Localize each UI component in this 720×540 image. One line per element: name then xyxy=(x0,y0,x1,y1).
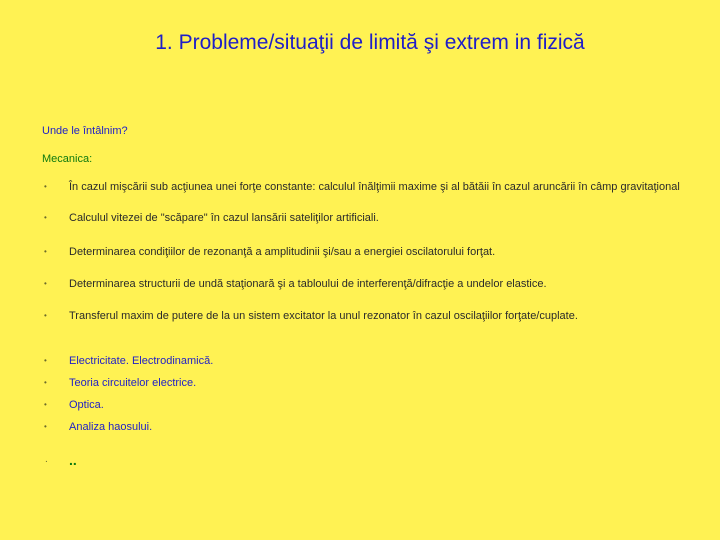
list-item: Calculul vitezei de "scăpare" în cazul lansării sateliţilor artificiali. xyxy=(69,212,379,224)
slide-title: 1. Probleme/situaţii de limită şi extrem in fizică xyxy=(155,31,585,54)
list-item: Electricitate. Electrodinamică. xyxy=(69,355,214,367)
list-item: Optica. xyxy=(69,399,104,411)
intro-question: Unde le întâlnim? xyxy=(42,125,128,137)
bullet-marker: • xyxy=(44,378,47,387)
list-item: În cazul mişcării sub acţiunea unei forţe constante: calculul înălţimii maxime şi al bătăii în cazul aruncării în câmp gravitaţional xyxy=(69,181,680,193)
bullet-marker: • xyxy=(44,356,47,365)
list-item: Determinarea condiţiilor de rezonanţă a amplitudinii şi/sau a energiei oscilatorului forţat. xyxy=(69,246,496,258)
bullet-marker: • xyxy=(44,279,47,288)
bullet-marker: • xyxy=(44,400,47,409)
list-item: Analiza haosului. xyxy=(69,421,153,433)
bullet-marker: • xyxy=(44,182,47,191)
bullet-marker: • xyxy=(44,311,47,320)
bullet-marker: • xyxy=(44,422,47,431)
trailing-ellipsis: .. xyxy=(69,452,77,468)
bullet-marker: • xyxy=(44,247,47,256)
list-item: Determinarea structurii de undă staţionară şi a tabloului de interferenţă/difracţie a undelor elastice. xyxy=(69,278,547,290)
list-item: Teoria circuitelor electrice. xyxy=(69,377,197,389)
list-item: Transferul maxim de putere de la un sistem excitator la unul rezonator în cazul oscilaţiilor forţate/cuplate. xyxy=(69,310,578,322)
trailing-dot: . xyxy=(45,454,48,465)
bullet-marker: • xyxy=(44,213,47,222)
section-heading-mechanics: Mecanica: xyxy=(42,153,93,165)
